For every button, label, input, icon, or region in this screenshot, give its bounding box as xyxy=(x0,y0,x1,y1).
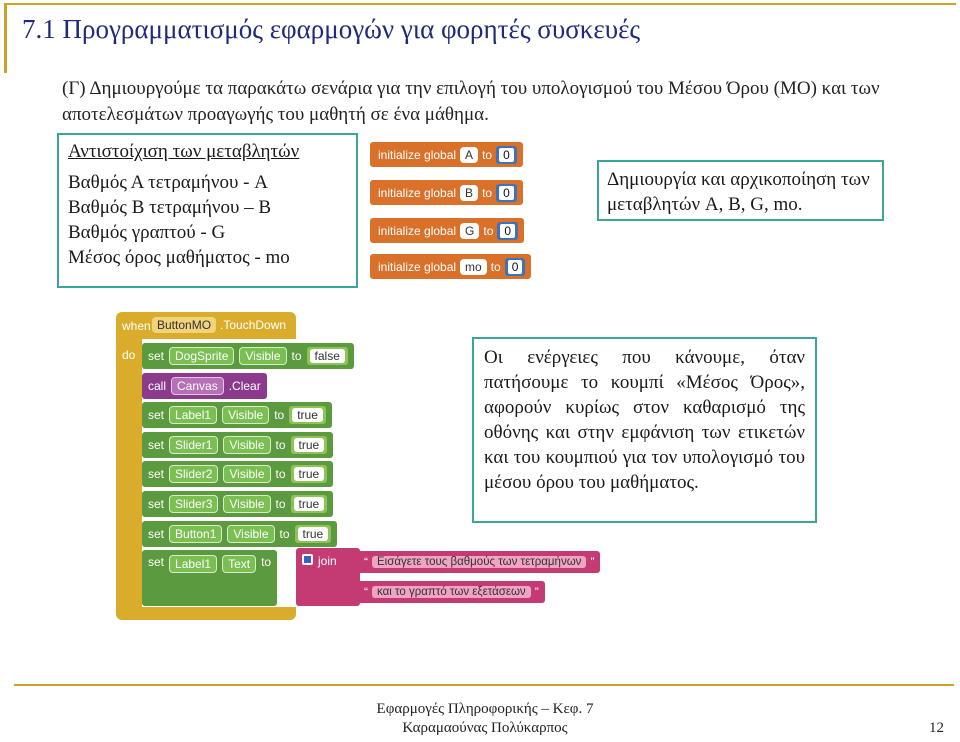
set-label: set xyxy=(148,438,165,452)
set-label: set xyxy=(148,555,165,569)
variables-heading: Αντιστοίχιση των μεταβλητών xyxy=(68,141,300,162)
set-label: set xyxy=(148,527,165,541)
init-to: to xyxy=(490,259,501,274)
quote-icon: ” xyxy=(534,585,539,599)
footer-author: Καραμαούνας Πολύκαρπος xyxy=(402,720,568,736)
variable-row: Βαθμός Α τετραμήνου - A xyxy=(68,172,268,193)
property-pill: Visible xyxy=(227,525,274,543)
init-to: to xyxy=(483,223,494,238)
init-block-mo xyxy=(370,254,531,279)
component-pill: Slider3 xyxy=(169,495,218,513)
boolean-block xyxy=(291,436,328,454)
property-pill: Visible xyxy=(223,436,270,454)
method-name: .Clear xyxy=(228,379,261,393)
set-label: set xyxy=(148,349,165,363)
variable-row: Βαθμός Β τετραμήνου – B xyxy=(68,197,272,218)
set-label: set xyxy=(148,497,165,511)
number-block xyxy=(496,184,517,202)
number-block xyxy=(497,222,518,240)
component-pill: Label1 xyxy=(169,406,217,424)
component-pill: Label1 xyxy=(169,555,217,573)
init-to: to xyxy=(482,147,493,162)
set-text-block xyxy=(142,550,277,606)
component-pill: Slider2 xyxy=(169,465,218,483)
property-pill: Visible xyxy=(223,495,270,513)
component-pill: Slider1 xyxy=(169,436,218,454)
property-pill: Visible xyxy=(239,347,286,365)
boolean-block xyxy=(291,465,328,483)
boolean-value: true xyxy=(298,527,329,541)
number-value: 0 xyxy=(499,186,514,200)
join-label: join xyxy=(318,554,337,568)
boolean-block xyxy=(289,406,326,424)
component-pill: Canvas xyxy=(171,377,224,395)
call-label: call xyxy=(148,379,167,393)
call-block xyxy=(142,373,267,399)
component-pill: ButtonMO xyxy=(152,317,216,333)
property-pill: Visible xyxy=(223,465,270,483)
text-block xyxy=(358,551,600,573)
component-pill: Button1 xyxy=(169,525,222,543)
boolean-block xyxy=(291,495,328,513)
property-pill: Visible xyxy=(222,406,269,424)
to-label: to xyxy=(261,555,272,569)
variables-box xyxy=(57,133,358,288)
left-rule xyxy=(4,3,7,73)
event-header xyxy=(152,317,286,333)
boolean-block xyxy=(295,525,332,543)
var-name-pill: B xyxy=(460,185,478,201)
boolean-block xyxy=(307,347,348,365)
set-block xyxy=(142,343,354,369)
init-block-b xyxy=(370,180,523,205)
property-pill: Text xyxy=(222,555,256,573)
set-block xyxy=(142,402,332,428)
to-label: to xyxy=(275,467,286,481)
boolean-value: false xyxy=(310,349,345,363)
number-value: 0 xyxy=(499,148,514,162)
var-name-pill: mo xyxy=(460,259,487,275)
set-label: set xyxy=(148,408,165,422)
to-label: to xyxy=(275,497,286,511)
quote-icon: ” xyxy=(590,555,595,569)
number-value: 0 xyxy=(508,260,523,274)
to-label: to xyxy=(274,408,285,422)
to-label: to xyxy=(279,527,290,541)
init-label: initialize global xyxy=(378,185,457,200)
intro-paragraph: (Γ) Δημιουργούμε τα παρακάτω σενάρια για την επιλογή του υπολογισμού του Μέσου Όρου (ΜΟ) και των αποτελεσμάτων προαγωγής του μαθητή σε ένα μάθημα. xyxy=(62,78,880,125)
description-box: Οι ενέργειες που κάνουμε, όταν πατήσουμε το κουμπί «Μέσος Όρος», αφορούν κυρίως στον καθαρισμό της οθόνης και στην εμφάνιση των ετικετών και του κουμπιού για τον υπολογισμό του μέσου όρου του μαθήματος. xyxy=(472,337,817,523)
top-rule xyxy=(4,3,956,5)
init-label: initialize global xyxy=(378,147,457,162)
number-block xyxy=(505,258,526,276)
variable-row: Μέσος όρος μαθήματος - mo xyxy=(68,247,290,268)
quote-icon: “ xyxy=(364,555,368,569)
boolean-value: true xyxy=(292,408,323,422)
bottom-rule xyxy=(14,684,954,686)
do-label: do xyxy=(122,348,136,362)
number-block xyxy=(496,146,517,164)
boolean-value: true xyxy=(294,467,325,481)
slide-title: 7.1 Προγραμματισμός εφαρμογών για φορητές συσκευές xyxy=(22,14,641,44)
init-block-a xyxy=(370,142,523,167)
footer-course: Εφαρμογές Πληροφορικής – Κεφ. 7 xyxy=(376,701,594,717)
gear-icon xyxy=(302,554,313,565)
footer xyxy=(330,700,640,738)
boolean-value: true xyxy=(294,438,325,452)
to-label: to xyxy=(291,349,302,363)
event-name: .TouchDown xyxy=(220,318,287,332)
component-pill: DogSprite xyxy=(169,347,234,365)
set-block xyxy=(142,491,333,517)
var-name-pill: A xyxy=(460,147,478,163)
init-block-g xyxy=(370,218,524,243)
to-label: to xyxy=(275,438,286,452)
init-label: initialize global xyxy=(378,259,457,274)
init-to: to xyxy=(482,185,493,200)
var-name-pill: G xyxy=(460,223,479,239)
number-value: 0 xyxy=(500,224,515,238)
quote-icon: “ xyxy=(364,585,368,599)
text-value: και το γραπτό των εξετάσεων xyxy=(372,586,531,598)
boolean-value: true xyxy=(294,497,325,511)
set-block xyxy=(142,521,337,547)
page-number: 12 xyxy=(929,720,944,736)
variable-row: Βαθμός γραπτού - G xyxy=(68,222,226,243)
create-variables-box: Δημιουργία και αρχικοποίηση των μεταβλητών A, B, G, mo. xyxy=(597,160,884,221)
text-value: Εισάγετε τους βαθμούς των τετραμήνων xyxy=(372,556,586,568)
set-block xyxy=(142,461,333,487)
set-block xyxy=(142,432,333,458)
init-label: initialize global xyxy=(378,223,457,238)
set-label: set xyxy=(148,467,165,481)
when-label: when xyxy=(122,319,151,333)
text-block xyxy=(358,581,545,603)
join-block xyxy=(296,548,360,606)
